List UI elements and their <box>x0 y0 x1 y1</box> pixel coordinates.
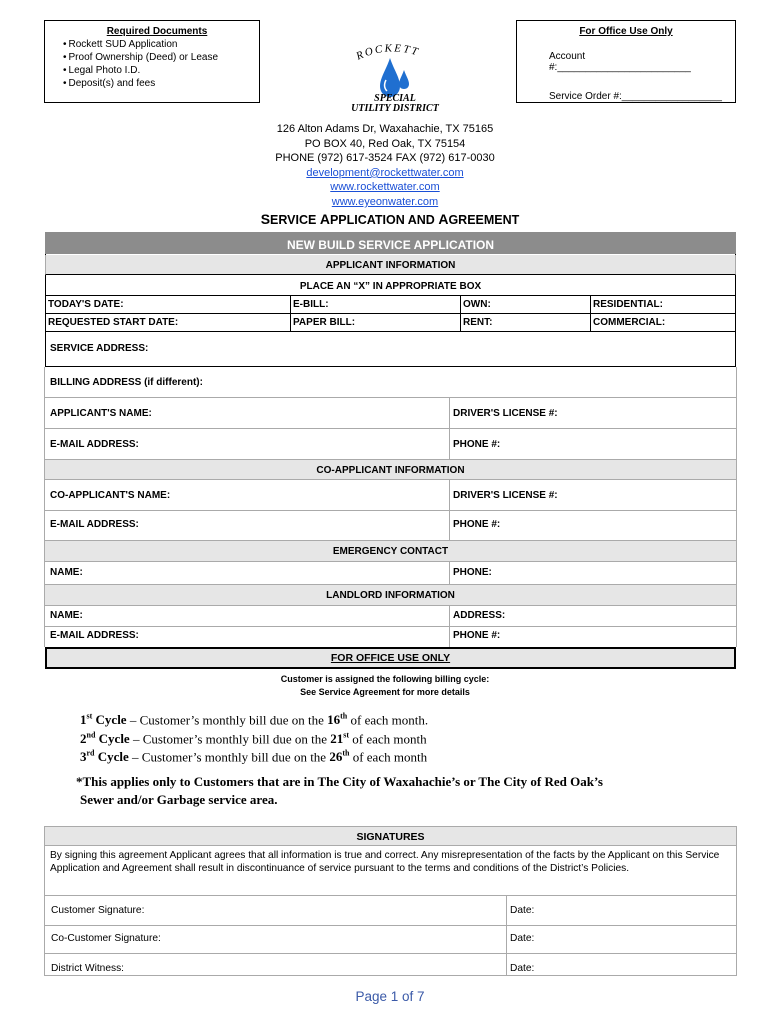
place-x-instruction: PLACE AN “X” IN APPROPRIATE BOX <box>299 281 482 292</box>
emergency-contact-header: EMERGENCY CONTACT <box>45 540 736 562</box>
website-link[interactable]: www.rockettwater.com <box>330 181 440 194</box>
required-documents-title: Required Documents <box>106 26 208 37</box>
signatures-header: SIGNATURES <box>45 827 736 846</box>
document-title: SERVICE APPLICATION AND AGREEMENT <box>260 211 520 227</box>
cycle-3: 3rd Cycle – Customer’s monthly bill due on the 26th of each month <box>80 749 428 765</box>
applicant-dl-field[interactable]: DRIVER'S LICENSE #: <box>453 408 558 419</box>
landlord-name-field[interactable]: NAME: <box>50 610 83 621</box>
page-number: Page 1 of 7 <box>355 989 425 1004</box>
landlord-phone-field[interactable]: PHONE #: <box>453 630 501 641</box>
applicant-email-field[interactable]: E-MAIL ADDRESS: <box>50 439 139 450</box>
applicant-name-field[interactable]: APPLICANT'S NAME: <box>50 408 152 419</box>
address-block <box>0 122 770 210</box>
co-applicant-email-field[interactable]: E-MAIL ADDRESS: <box>50 519 139 530</box>
residential-checkbox[interactable]: RESIDENTIAL: <box>593 299 663 310</box>
logo-line1: SPECIAL <box>374 93 416 104</box>
eyeonwater-link[interactable]: www.eyeonwater.com <box>331 195 439 208</box>
service-address-field[interactable]: SERVICE ADDRESS: <box>50 343 149 354</box>
co-applicant-dl-field[interactable]: DRIVER'S LICENSE #: <box>453 490 558 501</box>
required-documents-box <box>44 20 260 103</box>
emergency-name-field[interactable]: NAME: <box>50 567 83 578</box>
co-applicant-phone-field[interactable]: PHONE #: <box>453 519 501 530</box>
co-customer-date-field[interactable]: Date: <box>510 933 535 944</box>
required-item: • Deposit(s) and fees <box>63 77 251 90</box>
landlord-header: LANDLORD INFORMATION <box>45 584 736 606</box>
account-field[interactable]: Account #:________________________ <box>549 51 691 73</box>
witness-date-field[interactable]: Date: <box>510 963 535 974</box>
cycle-1: 1st Cycle – Customer’s monthly bill due on the 16th of each month. <box>80 712 429 728</box>
required-item: • Rockett SUD Application <box>63 38 251 51</box>
co-applicant-name-field[interactable]: CO-APPLICANT'S NAME: <box>50 490 171 501</box>
co-customer-signature-field[interactable]: Co-Customer Signature: <box>51 933 161 944</box>
rockett-logo <box>350 40 440 120</box>
landlord-address-field[interactable]: ADDRESS: <box>453 610 506 621</box>
logo-line2: UTILITY DISTRICT <box>351 103 439 114</box>
required-item: • Proof Ownership (Deed) or Lease <box>63 51 251 64</box>
office-use-title: For Office Use Only <box>579 26 673 37</box>
todays-date-field[interactable]: TODAY'S DATE: <box>48 299 124 310</box>
required-item: • Legal Photo I.D. <box>63 64 251 77</box>
requested-start-date-field[interactable]: REQUESTED START DATE: <box>48 317 179 328</box>
office-use-only-header: FOR OFFICE USE ONLY <box>45 647 736 669</box>
applicant-info-header: APPLICANT INFORMATION <box>45 255 736 275</box>
cycle-2: 2nd Cycle – Customer’s monthly bill due on the 21st of each month <box>80 731 427 747</box>
applies-note: *This applies only to Customers that are in The City of Waxahachie’s or The City of Red Oak’s Sewer and/or Garbage service area. <box>76 774 603 807</box>
customer-date-field[interactable]: Date: <box>510 905 535 916</box>
logo-top-text: ROCKETT <box>354 42 421 63</box>
phone-fax: PHONE (972) 617-3524 FAX (972) 617-0030 <box>275 152 495 165</box>
billing-address-field[interactable]: BILLING ADDRESS (if different): <box>50 377 203 388</box>
applicant-phone-field[interactable]: PHONE #: <box>453 439 501 450</box>
district-witness-field[interactable]: District Witness: <box>51 963 125 974</box>
landlord-email-field[interactable]: E-MAIL ADDRESS: <box>50 630 139 641</box>
po-box: PO BOX 40, Red Oak, TX 75154 <box>304 137 466 150</box>
service-order-field[interactable]: Service Order #:__________________ <box>549 91 722 102</box>
billing-cycle-note: Customer is assigned the following billing cycle: See Service Agreement for more details <box>280 674 490 697</box>
office-use-box <box>516 20 736 103</box>
email-link[interactable]: development@rockettwater.com <box>306 166 464 179</box>
signatures-agreement-text: By signing this agreement Applicant agrees that all information is true and correct. Any misrepresentation of the facts by the Applicant on this Service Application and Agreement shall result in discontinuance of service pursuant to the terms and conditions of the District’s Policies. <box>50 850 720 874</box>
commercial-checkbox[interactable]: COMMERCIAL: <box>593 317 666 328</box>
paper-bill-checkbox[interactable]: PAPER BILL: <box>293 317 356 328</box>
new-build-banner: NEW BUILD SERVICE APPLICATION <box>45 232 736 254</box>
own-checkbox[interactable]: OWN: <box>463 299 491 310</box>
rent-checkbox[interactable]: RENT: <box>463 317 493 328</box>
co-applicant-header: CO-APPLICANT INFORMATION <box>45 459 736 480</box>
customer-signature-field[interactable]: Customer Signature: <box>51 905 145 916</box>
street-address: 126 Alton Adams Dr, Waxahachie, TX 75165 <box>276 123 494 135</box>
svg-text:ROCKETT <box>354 42 421 63</box>
emergency-phone-field[interactable]: PHONE: <box>453 567 492 578</box>
ebill-checkbox[interactable]: E-BILL: <box>293 299 329 310</box>
